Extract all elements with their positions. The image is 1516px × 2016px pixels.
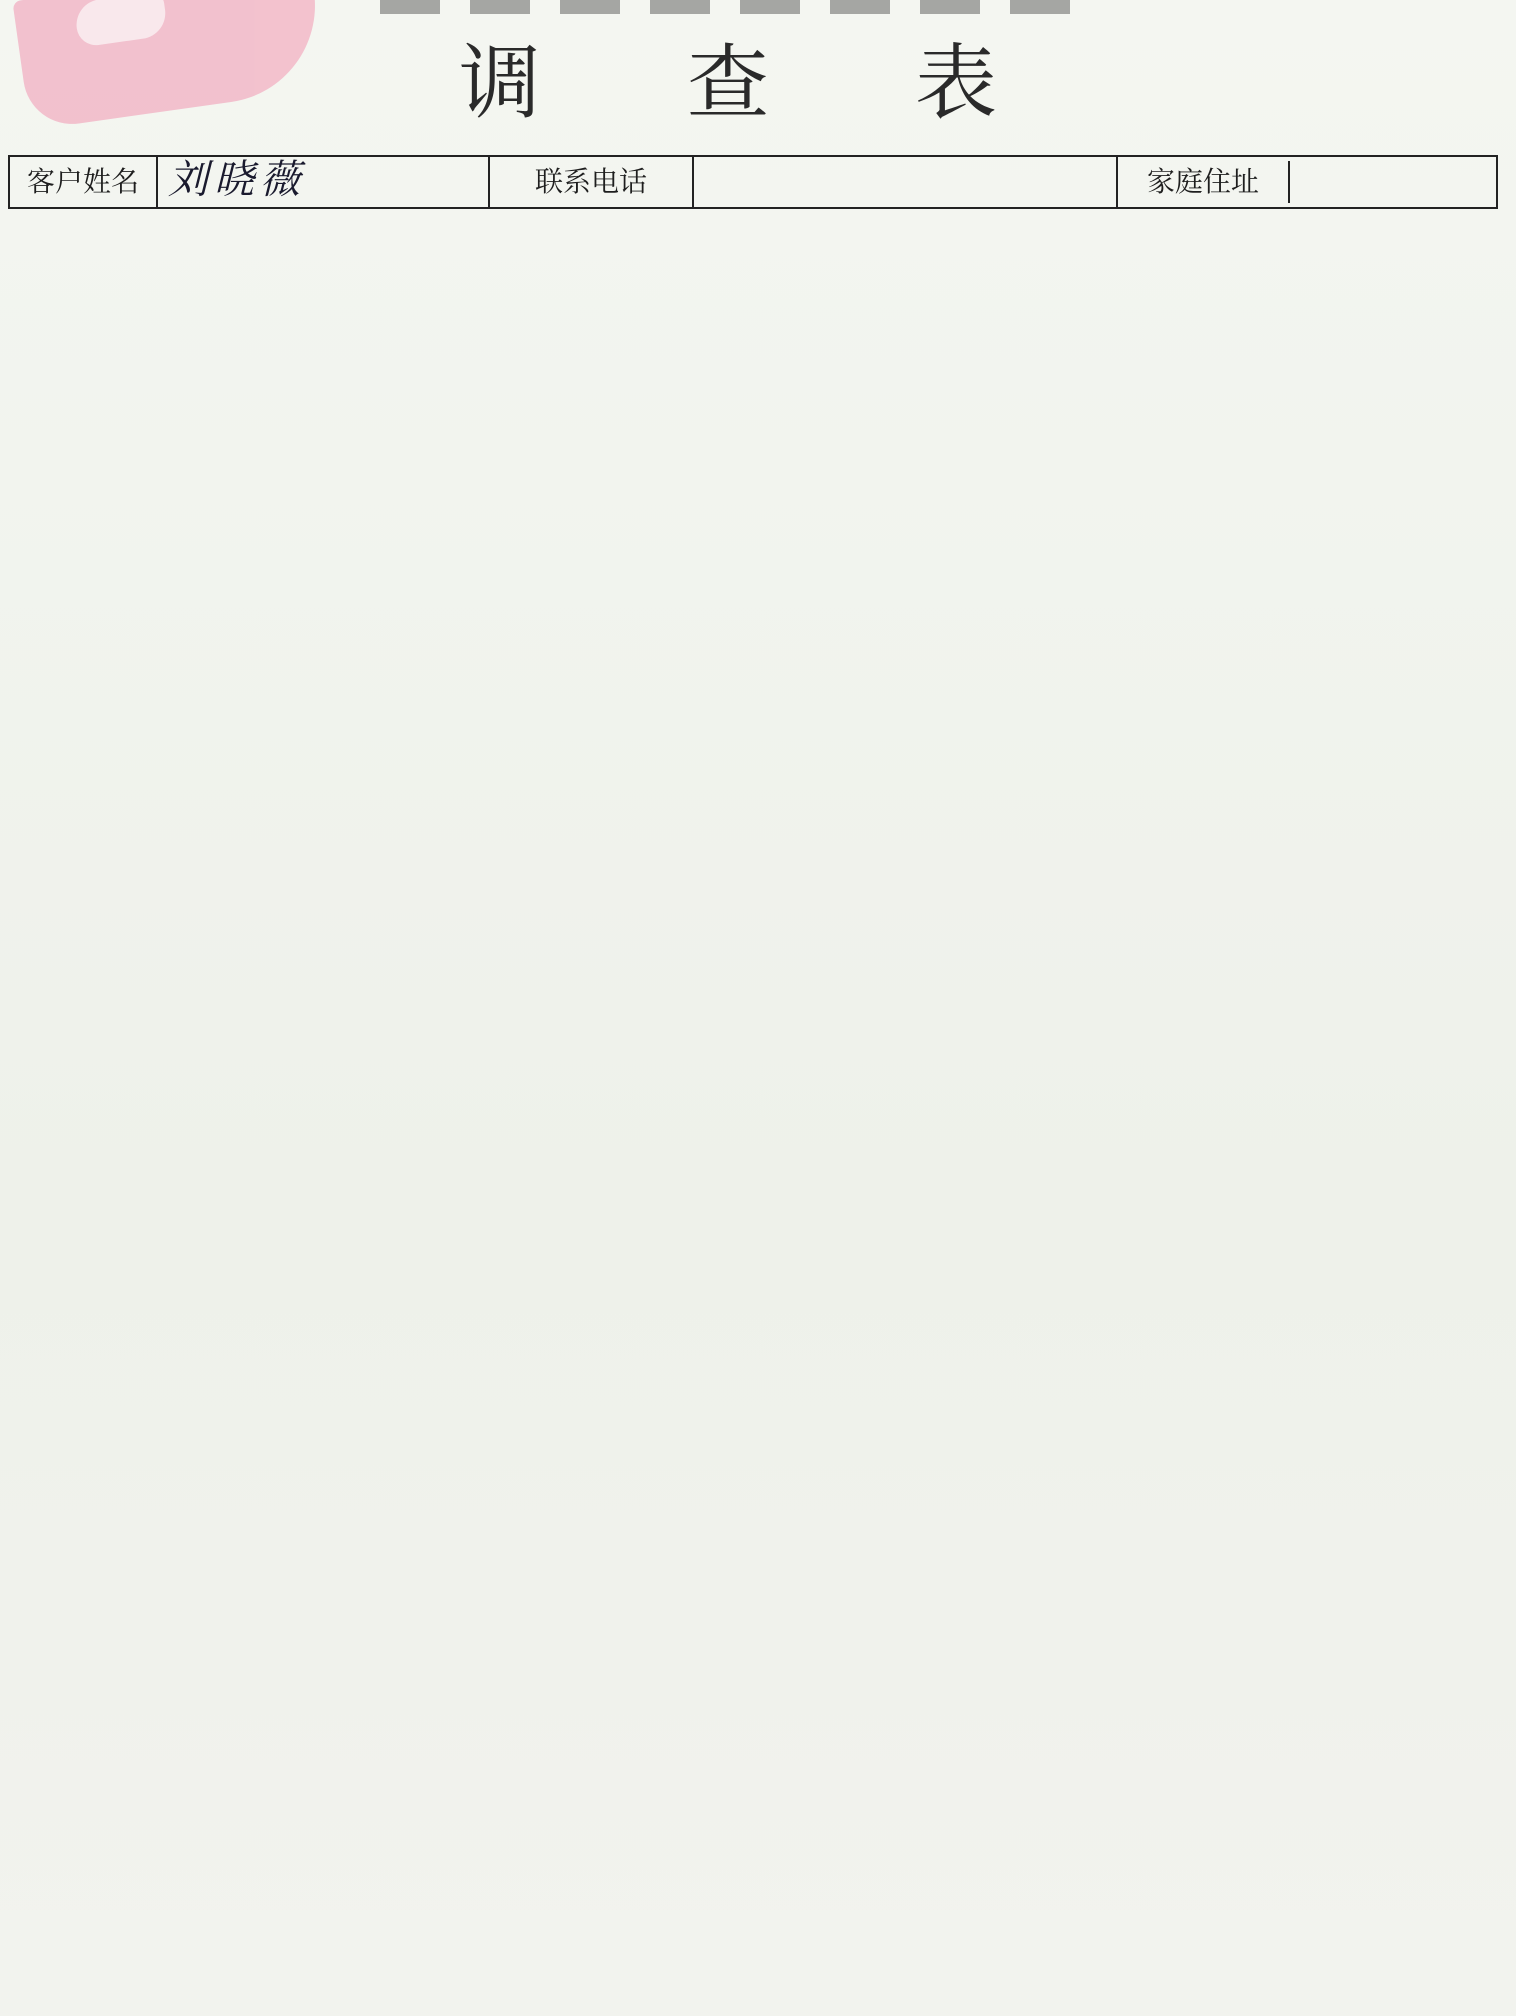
address-label-cell [1117, 156, 1497, 208]
customer-name-label: 客户姓名 [9, 156, 157, 208]
cropped-header-text [380, 0, 1080, 14]
customer-name-field[interactable] [157, 156, 489, 208]
address-label: 家庭住址 [1118, 161, 1290, 203]
form-title: 调 查 表 [458, 36, 1058, 131]
phone-field[interactable] [693, 156, 1117, 208]
row-customer [9, 156, 1497, 208]
survey-form-table [8, 155, 1498, 209]
customer-name-value: 刘晓薇 [168, 157, 306, 203]
phone-label: 联系电话 [489, 156, 693, 208]
